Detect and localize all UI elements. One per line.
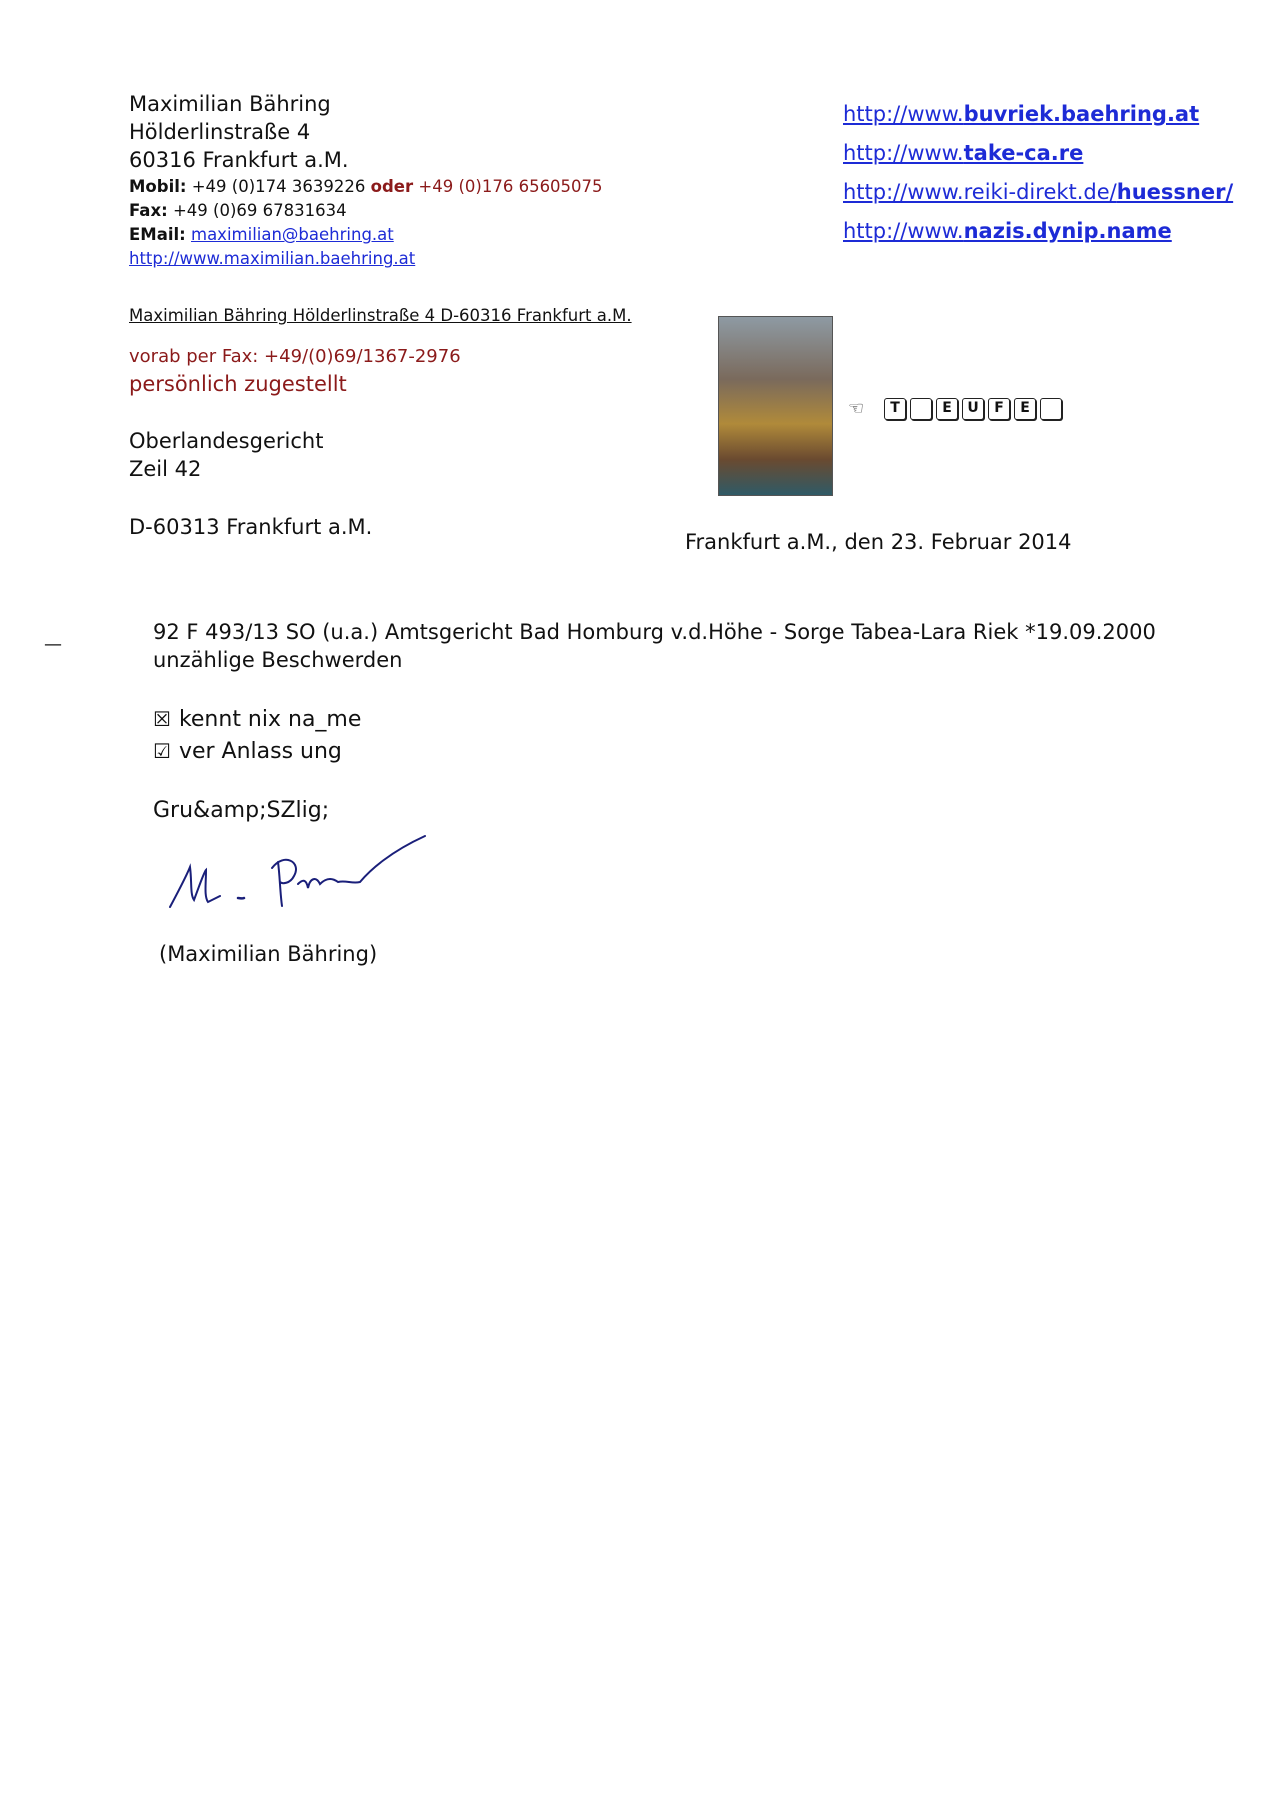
checkbox-label-1: kennt nix na_me	[178, 707, 362, 732]
mobile-or: oder	[370, 177, 414, 196]
recipient-street: Zeil 42	[129, 457, 202, 481]
margin-mark: —	[44, 634, 62, 655]
link-take-care[interactable]: http://www.take-ca.re	[843, 141, 1084, 165]
handwritten-signature	[160, 822, 440, 922]
sender-website-line	[129, 247, 415, 271]
signature-name: (Maximilian Bähring)	[159, 942, 378, 966]
link-buvriek[interactable]: http://www.buvriek.baehring.at	[843, 102, 1200, 126]
greeting: Gru&amp;SZlig;	[153, 798, 330, 823]
link-nazis-dynip[interactable]: http://www.nazis.dynip.name	[843, 219, 1172, 243]
keycap-u: U	[962, 398, 984, 420]
checkbox-label-2: ver Anlass ung	[178, 739, 342, 764]
email-label: EMail:	[129, 225, 186, 244]
mobile-number-1: +49 (0)174 3639226	[191, 177, 366, 196]
right-link-1	[843, 100, 1199, 128]
subject-line	[153, 618, 1156, 646]
keycap-f: F	[988, 398, 1010, 420]
keycap-blank2	[1040, 398, 1062, 420]
fax-note: vorab per Fax: +49/(0)69/1367-2976	[129, 346, 461, 367]
fax-number: +49 (0)69 67831634	[172, 201, 347, 220]
link-reiki[interactable]: http://www.reiki-direkt.de/huessner/	[843, 180, 1234, 204]
sender-name: Maximilian Bähring	[129, 92, 331, 116]
return-address: Maximilian Bähring Hölderlinstraße 4 D-60316 Frankfurt a.M.	[129, 306, 632, 325]
checkbox-checked-icon: ☑	[153, 739, 171, 763]
pointing-hand-icon: ☜	[848, 398, 865, 419]
sender-city: 60316 Frankfurt a.M.	[129, 148, 349, 172]
mobile-number-2: +49 (0)176 65605075	[418, 177, 603, 196]
email-link[interactable]: maximilian@baehring.at	[191, 225, 394, 244]
subject-rest: Sorge Tabea-Lara Riek *19.09.2000	[777, 620, 1156, 644]
keycap-e: E	[936, 398, 958, 420]
letter-date: Frankfurt a.M., den 23. Februar 2014	[685, 530, 1072, 554]
sender-street: Hölderlinstraße 4	[129, 120, 311, 144]
checkbox-item-2	[153, 735, 342, 768]
website-link[interactable]: http://www.maximilian.baehring.at	[129, 249, 416, 268]
keycap-t: T	[884, 398, 906, 420]
sender-mobile-line	[129, 175, 603, 199]
subject-line-2: unzählige Beschwerden	[153, 648, 403, 672]
mobile-label: Mobil:	[129, 177, 187, 196]
fax-label: Fax:	[129, 201, 168, 220]
right-link-4	[843, 217, 1172, 245]
sender-fax-line	[129, 199, 347, 223]
keycap-row	[884, 398, 1066, 420]
subject-case: 92 F 493/13 SO (u.a.) Amtsgericht Bad Homburg v.d.Höhe -	[153, 620, 778, 644]
recipient-city: D-60313 Frankfurt a.M.	[129, 515, 373, 539]
right-link-2	[843, 139, 1083, 167]
statue-photo	[718, 316, 833, 496]
right-link-3	[843, 178, 1233, 206]
keycap-blank	[910, 398, 932, 420]
recipient-org: Oberlandesgericht	[129, 429, 324, 453]
checkbox-crossed-icon: ☒	[153, 707, 171, 731]
delivery-note: persönlich zugestellt	[129, 372, 347, 396]
keycap-e2: E	[1014, 398, 1036, 420]
checkbox-item-1	[153, 703, 361, 736]
sender-email-line	[129, 223, 394, 247]
